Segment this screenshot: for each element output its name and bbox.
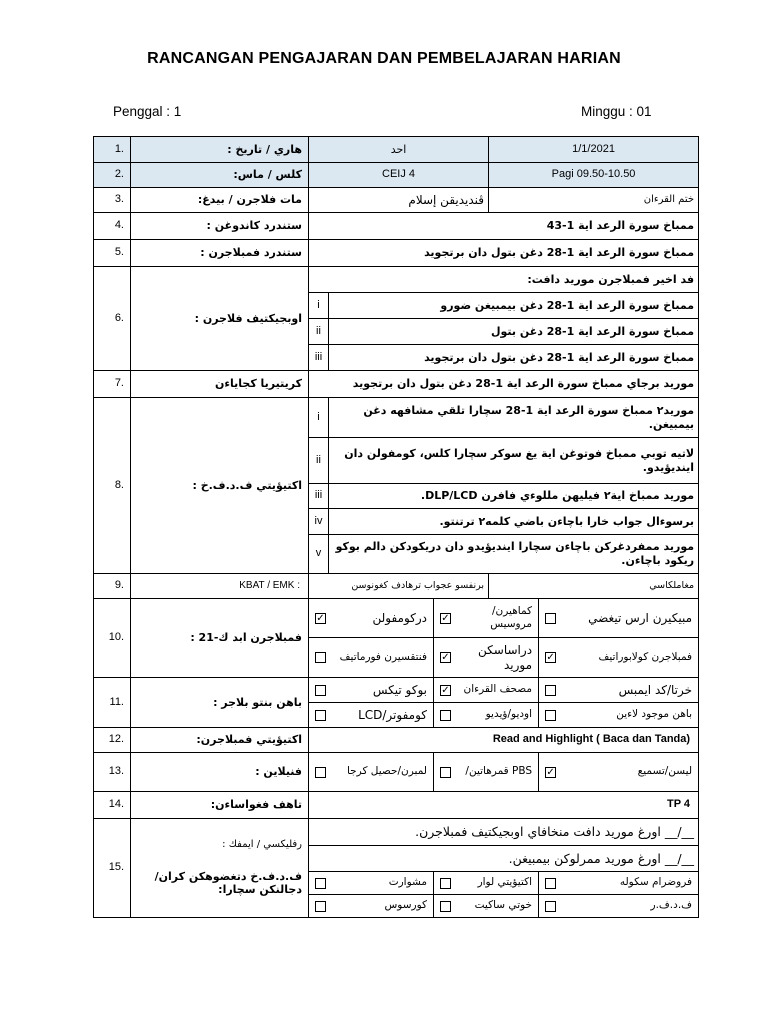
row-label: اوبجيكتيف فلاجرن : xyxy=(131,267,309,371)
option-cell xyxy=(539,599,699,638)
option-cell xyxy=(309,895,434,918)
roman-numeral: ii xyxy=(309,319,329,345)
row-label: كلس / ماس: xyxy=(131,163,309,188)
row-8 xyxy=(94,398,699,438)
objective-text: ممباخ سورة الرعد اية 1-28 دغن بتول دان برتجويد xyxy=(329,345,699,371)
row-label: اكتيؤيتي فمبلاجرن: xyxy=(131,728,309,753)
option-cell xyxy=(309,599,434,638)
row-12 xyxy=(94,728,699,753)
option-cell xyxy=(309,872,434,895)
option-cell xyxy=(539,895,699,918)
row-label: ستندرد كاندوغن : xyxy=(131,213,309,240)
row-2 xyxy=(94,163,699,188)
row-number: 3. xyxy=(94,188,131,213)
checkbox-empty-icon[interactable] xyxy=(545,901,556,912)
reflection-line: __/__ اورغ موريد دافت منخافاي اوبجيكتيف فمبلاجرن. xyxy=(309,819,699,846)
roman-numeral: i xyxy=(309,398,329,438)
option-label: لمبرن/حصيل كرجا xyxy=(346,765,427,778)
checkbox-checked-icon[interactable]: ✓ xyxy=(546,652,555,663)
row-9 xyxy=(94,574,699,599)
learning-standard: ممباخ سورة الرعد اية 1-28 دغن بتول دان برتجويد xyxy=(309,240,699,267)
option-label: اكتيؤيتي لوار xyxy=(477,876,533,889)
checkbox-empty-icon[interactable] xyxy=(315,767,326,778)
row-number: 6. xyxy=(94,267,131,371)
roman-numeral: iv xyxy=(309,509,329,535)
objective-text: ممباخ سورة الرعد اية 1-28 دغن بيمبيغن ضورو xyxy=(329,293,699,319)
objective-intro: فد اخير فمبلاجرن موريد دافت: xyxy=(309,267,699,293)
option-cell xyxy=(309,703,434,728)
row-14 xyxy=(94,792,699,819)
term-label: Penggal : 1 xyxy=(113,104,182,119)
option-label: دراساسكن موريد xyxy=(478,642,533,672)
checkbox-empty-icon[interactable] xyxy=(440,767,451,778)
option-label: اوديو/ؤيديو xyxy=(485,708,533,721)
row-number: 2. xyxy=(94,163,131,188)
row-number: 1. xyxy=(94,137,131,163)
option-label: بوكو تيكس xyxy=(372,682,427,697)
page-title: RANCANGAN PENGAJARAN DAN PEMBELAJARAN HARIAN xyxy=(147,50,621,67)
option-label: مصحف القرءان xyxy=(463,683,533,696)
option-cell xyxy=(539,678,699,703)
option-cell xyxy=(309,678,434,703)
success-criteria: موريد برجاي ممباخ سورة الرعد اية 1-28 دغن بتول دان برتجويد xyxy=(309,371,699,398)
activity-text: برسوءال جواب خارا باچاءن باضي كلمه٢ ترتنتو. xyxy=(329,509,699,535)
checkbox-empty-icon[interactable] xyxy=(440,710,451,721)
checkbox-checked-icon[interactable]: ✓ xyxy=(546,766,555,778)
row-label: باهن بنتو بلاجر : xyxy=(131,678,309,728)
checkbox-empty-icon[interactable] xyxy=(545,710,556,721)
option-label: كورسوس xyxy=(384,899,427,912)
checkbox-empty-icon[interactable] xyxy=(440,901,451,912)
day-value: احد xyxy=(309,137,489,163)
checkbox-empty-icon[interactable] xyxy=(545,685,556,696)
row-1 xyxy=(94,137,699,163)
row-10 xyxy=(94,599,699,638)
option-label: كومفوتر/LCD xyxy=(358,707,427,722)
row-label xyxy=(131,819,309,918)
row-label: فمبلاجرن ابد ك-21 : xyxy=(131,599,309,678)
checkbox-checked-icon[interactable]: ✓ xyxy=(316,612,325,624)
activity-text: موريد٢ ممباخ سورة الرعد اية 1-28 سچارا تلقي مشافهه دغن بيمبيغن. xyxy=(329,398,699,438)
reflection-label: رفليكسي / ايمفك : xyxy=(222,839,302,850)
option-cell xyxy=(434,678,539,703)
mastery-level: TP 4 xyxy=(309,792,699,819)
row-number: 13. xyxy=(94,753,131,792)
checkbox-empty-icon[interactable] xyxy=(315,710,326,721)
row-13 xyxy=(94,753,699,792)
row-label: تاهف فغواساءن: xyxy=(131,792,309,819)
row-label: اكتيؤيتي ف.د.ف.خ : xyxy=(131,398,309,574)
checkbox-empty-icon[interactable] xyxy=(440,878,451,889)
subject-value: ڤنديديقن إسلام xyxy=(309,188,489,213)
option-label: خرتا/كد ايمبس xyxy=(618,682,693,697)
option-cell xyxy=(539,872,699,895)
row-number: 15. xyxy=(94,819,131,918)
row-number: 10. xyxy=(94,599,131,678)
row-11 xyxy=(94,678,699,703)
row-number: 4. xyxy=(94,213,131,240)
option-cell xyxy=(539,753,699,792)
emk-value: مغاملكاسي xyxy=(489,574,699,599)
row-number: 5. xyxy=(94,240,131,267)
postpone-label: ف.د.ف.خ دتغضوهكن كران/دجالنكن سچارا: xyxy=(154,869,302,897)
row-label: كريتيريا كجاياءن xyxy=(131,371,309,398)
option-cell xyxy=(434,638,539,678)
checkbox-empty-icon[interactable] xyxy=(315,901,326,912)
content-standard: ممباخ سورة الرعد اية 1-43 xyxy=(309,213,699,240)
option-label: فروضرام سكوله xyxy=(619,876,693,889)
learning-activity: Read and Highlight ( Baca dan Tanda) xyxy=(309,728,699,753)
row-number: 8. xyxy=(94,398,131,574)
option-cell xyxy=(434,753,539,792)
lesson-plan-table xyxy=(93,136,699,918)
row-3 xyxy=(94,188,699,213)
row-number: 14. xyxy=(94,792,131,819)
option-cell xyxy=(434,703,539,728)
reflection-line: __/__ اورغ موريد ممرلوكن بيمبيغن. xyxy=(309,846,699,872)
roman-numeral: iii xyxy=(309,484,329,509)
kbat-value: برنفسو عجواب ترهادف كغونوسن xyxy=(309,574,489,599)
checkbox-empty-icon[interactable] xyxy=(315,685,326,696)
activity-text: موريد ممباخ اية٢ فيليهن مللوءي فافرن DLP/LCD. xyxy=(329,484,699,509)
option-cell xyxy=(309,753,434,792)
option-label: دركومفولن xyxy=(372,610,427,625)
row-number: 11. xyxy=(94,678,131,728)
option-label: ليسن/تسميع xyxy=(637,765,693,778)
roman-numeral: iii xyxy=(309,345,329,371)
option-label: ف.د.ف.ر xyxy=(650,899,693,912)
row-7 xyxy=(94,371,699,398)
checkbox-checked-icon[interactable]: ✓ xyxy=(441,684,450,696)
checkbox-checked-icon[interactable]: ✓ xyxy=(441,612,450,624)
option-label: مبيكيرن ارس تيغضي xyxy=(588,610,693,625)
checkbox-empty-icon[interactable] xyxy=(545,613,556,624)
checkbox-empty-icon[interactable] xyxy=(315,652,326,663)
roman-numeral: ii xyxy=(309,438,329,484)
row-number: 12. xyxy=(94,728,131,753)
option-label: باهن موجود لاءين xyxy=(616,708,693,721)
week-label: Minggu : 01 xyxy=(581,104,652,119)
checkbox-empty-icon[interactable] xyxy=(545,878,556,889)
option-label: فمبلاجرن كولابوراتيف xyxy=(598,650,693,663)
option-cell xyxy=(309,638,434,678)
row-label: KBAT / EMK : xyxy=(131,574,309,599)
option-label: PBS قمرهاتين/ xyxy=(465,765,533,778)
roman-numeral: i xyxy=(309,293,329,319)
activity-text: موريد ممفردغركن باچاءن سچارا اينديؤيدو دان دريكودكن دالم بوكو ريكود باچاءن. xyxy=(329,535,699,574)
row-6 xyxy=(94,267,699,293)
activity-text: لاتيه توبي ممباخ فوتوغن اية يغ سوكر سچارا كلس، كومفولن دان اينديؤيدو. xyxy=(329,438,699,484)
row-4 xyxy=(94,213,699,240)
field-value: ختم القرءان xyxy=(489,188,699,213)
option-label: مشوارت xyxy=(388,876,427,889)
option-cell xyxy=(434,599,539,638)
row-number: 7. xyxy=(94,371,131,398)
row-label: هاري / تاريخ : xyxy=(131,137,309,163)
option-cell xyxy=(539,703,699,728)
row-label: فنيلاين : xyxy=(131,753,309,792)
row-5 xyxy=(94,240,699,267)
option-cell xyxy=(434,895,539,918)
option-label: فنتقسيرن فورماتيف xyxy=(339,650,427,663)
checkbox-checked-icon[interactable]: ✓ xyxy=(441,652,450,663)
row-label: ستندرد فمبلاجرن : xyxy=(131,240,309,267)
row-number: 9. xyxy=(94,574,131,599)
option-label: خوتي ساكيت xyxy=(474,899,533,912)
row-label: مات فلاجرن / بيدغ: xyxy=(131,188,309,213)
roman-numeral: v xyxy=(309,535,329,574)
row-15 xyxy=(94,819,699,846)
date-value: 1/1/2021 xyxy=(489,137,699,163)
class-value: CEIJ 4 xyxy=(309,163,489,188)
option-cell xyxy=(539,638,699,678)
option-label: كماهيرن/ مروسيس xyxy=(490,604,533,630)
option-cell xyxy=(434,872,539,895)
objective-text: ممباخ سورة الرعد اية 1-28 دغن بتول xyxy=(329,319,699,345)
time-value: Pagi 09.50-10.50 xyxy=(489,163,699,188)
checkbox-empty-icon[interactable] xyxy=(315,878,326,889)
